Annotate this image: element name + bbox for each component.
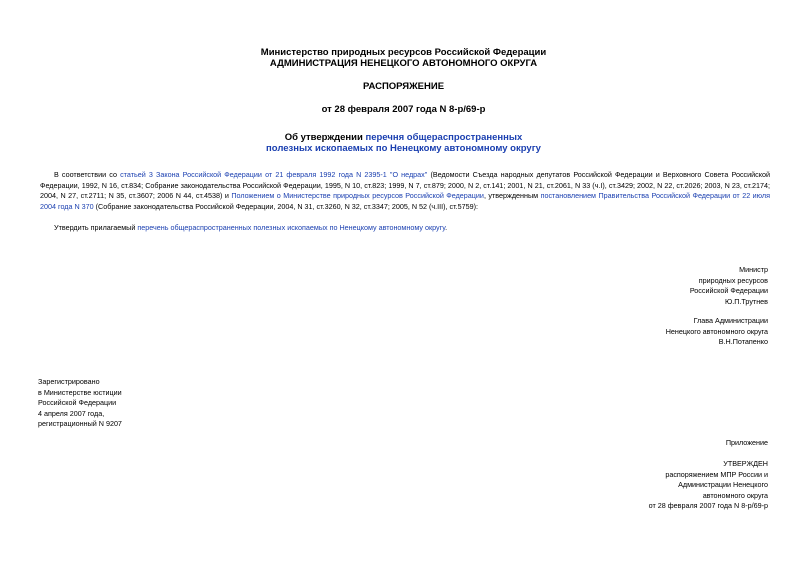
head-signature xyxy=(666,316,768,348)
registration-line5: регистрационный N 9207 xyxy=(38,419,122,428)
resolution-text-1: Утвердить прилагаемый xyxy=(54,223,138,232)
preamble-text-2: (Ведомости Съезда народных депутатов Российской Федерации и Верховного Совета Российской Федерации, 1992, N 16, ст.834; Собрание законодательства Российской Федерации, 1995, N 10, ст.823; 1999, N 7, ст.879; 2000, N 2, ст.141; 2001, N 21, ст.2061, N 33 (ч.I), ст.3429; 2002, N 22, ст.2026; 2003, N 23, ст.2174; 2004, N 27, ст.2711; N 35, ст.3607; 2006 N 44, ст.4538) и xyxy=(40,170,770,201)
approval-block xyxy=(649,459,768,512)
preamble-text-3: , утвержденным xyxy=(483,191,541,201)
resolution-paragraph xyxy=(40,223,770,234)
preamble-paragraph xyxy=(40,170,770,213)
head-title-line2: Ненецкого автономного округа xyxy=(665,326,768,336)
preamble-text-1: В соответствии со xyxy=(54,170,121,179)
minister-name: Ю.П.Трутнев xyxy=(725,296,768,306)
appendix-label: Приложение xyxy=(725,438,768,447)
approved-label: УТВЕРЖДЕН xyxy=(723,459,768,468)
document-type: РАСПОРЯЖЕНИЕ xyxy=(362,81,445,92)
approval-line2: Администрации Ненецкого xyxy=(678,480,768,489)
document-title xyxy=(0,132,807,143)
head-title-line1: Глава Администрации xyxy=(693,316,768,325)
law-on-subsoil-link[interactable]: статьей 3 Закона Российской Федерации от 21 февраля 1992 года N 2395-1 "О недрах" xyxy=(120,170,428,179)
approval-line1: распоряжением МПР России и xyxy=(665,469,768,479)
ministry-regulation-link[interactable]: Положением о Министерстве природных ресурсов Российской Федерации xyxy=(231,191,484,201)
administration-heading: АДМИНИСТРАЦИЯ НЕНЕЦКОГО АВТОНОМНОГО ОКРУГА xyxy=(269,58,538,69)
government-resolution-link[interactable]: постановлением Правительства Российской Федерации от 22 июля 2004 года N 370 xyxy=(40,191,771,212)
approval-line4: от 28 февраля 2007 года N 8-р/69-р xyxy=(648,501,768,510)
document-date: от 28 февраля 2007 года N 8-р/69-р xyxy=(321,104,486,115)
registration-block xyxy=(38,377,122,430)
minister-title-line3: Российской Федерации xyxy=(689,286,768,295)
document-title-line2 xyxy=(0,143,807,154)
registration-line2: в Министерстве юстиции xyxy=(38,387,122,397)
minister-signature xyxy=(690,265,768,307)
title-prefix: Об утверждении xyxy=(284,132,366,143)
title-link-line1[interactable]: перечня общераспространенных xyxy=(365,132,523,143)
preamble-text-4: (Собрание законодательства Российской Федерации, 2004, N 31, ст.3260, N 32, ст.3347; 2005, N 52 (ч.III), ст.5759): xyxy=(93,202,478,212)
registration-line3: Российской Федерации xyxy=(38,398,117,407)
resolution-text-2: . xyxy=(445,223,448,232)
minister-title-line2: природных ресурсов xyxy=(698,275,768,285)
ministry-heading: Министерство природных ресурсов Российской Федерации xyxy=(260,47,547,58)
approval-line3: автономного округа xyxy=(702,490,768,500)
registration-line1: Зарегистрировано xyxy=(38,377,100,386)
head-name: В.Н.Потапенко xyxy=(718,337,768,346)
minerals-list-link[interactable]: перечень общераспространенных полезных ископаемых по Ненецкому автономному округу xyxy=(137,223,446,232)
minister-title-line1: Министр xyxy=(739,265,768,274)
registration-line4: 4 апреля 2007 года, xyxy=(38,408,105,418)
title-link-line2[interactable]: полезных ископаемых по Ненецкому автономному округу xyxy=(266,143,541,154)
